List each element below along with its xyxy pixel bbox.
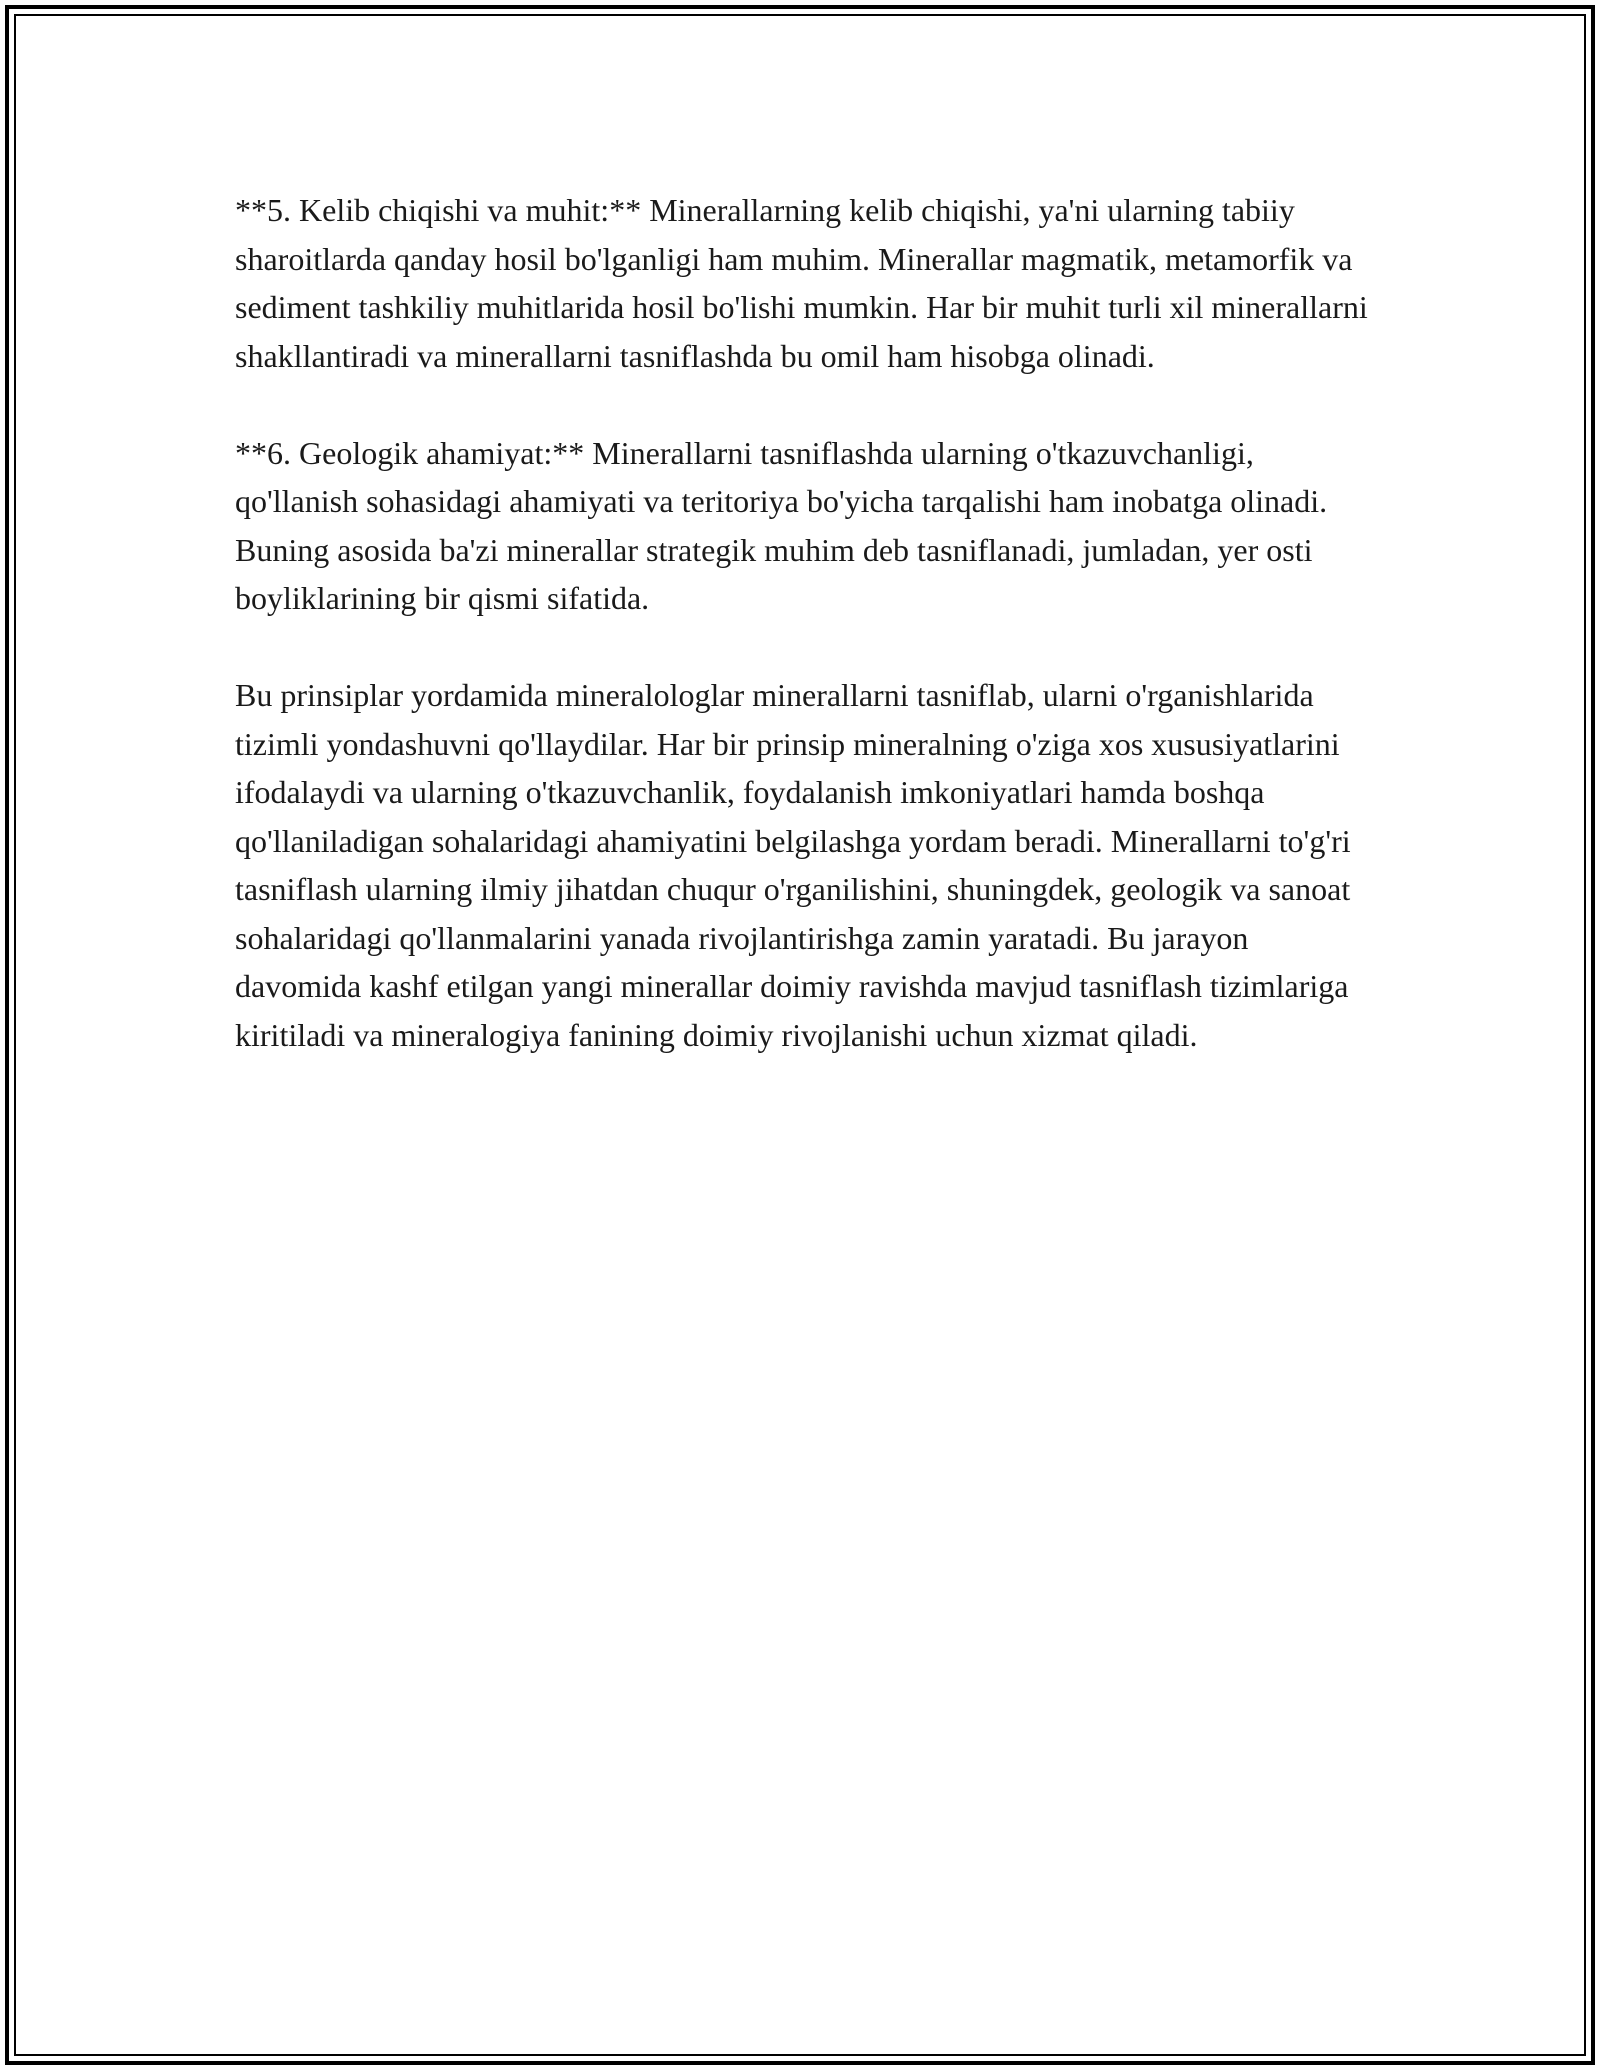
paragraph-kelib-chiqishi: **5. Kelib chiqishi va muhit:** Minerallarning kelib chiqishi, ya'ni ularning tabiiy sharoitlarda qanday hosil bo'lganligi ham muhim. Minerallar magmatik, metamorfik va sediment tashkiliy muhitlarida hosil bo'lishi mumkin. Har bir muhit turli xil minerallarni shakllantiradi va minerallarni tasniflashda bu omil ham hisobga olinadi. (235, 192, 1368, 374)
paragraph-geologik-ahamiyat: **6. Geologik ahamiyat:** Minerallarni tasniflashda ularning o'tkazuvchanligi, qo'llanish sohasidagi ahamiyati va teritoriya bo'yicha tarqalishi ham inobatga olinadi. Buning asosida ba'zi minerallar strategik muhim deb tasniflanadi, jumladan, yer osti boyliklarining bir qismi sifatida. (235, 434, 1328, 616)
document-body (235, 186, 1370, 1108)
paragraph-conclusion: Bu prinsiplar yordamida mineralologlar minerallarni tasniflab, ularni o'rganishlarida tizimli yondashuvni qo'llaydilar. Har bir prinsip mineralning o'ziga xos xususiyatlarini ifodalaydi va ularning o'tkazuvchanlik, foydalanish imkoniyatlari hamda boshqa qo'llaniladigan sohalaridagi ahamiyatini belgilashga yordam beradi. Minerallarni to'g'ri tasniflash ularning ilmiy jihatdan chuqur o'rganilishini, shuningdek, geologik va sanoat sohalaridagi qo'llanmalarini yanada rivojlantirishga zamin yaratadi. Bu jarayon davomida kashf etilgan yangi minerallar doimiy ravishda mavjud tasniflash tizimlariga kiritiladi va mineralogiya fanining doimiy rivojlanishi uchun xizmat qiladi. (235, 677, 1351, 1053)
